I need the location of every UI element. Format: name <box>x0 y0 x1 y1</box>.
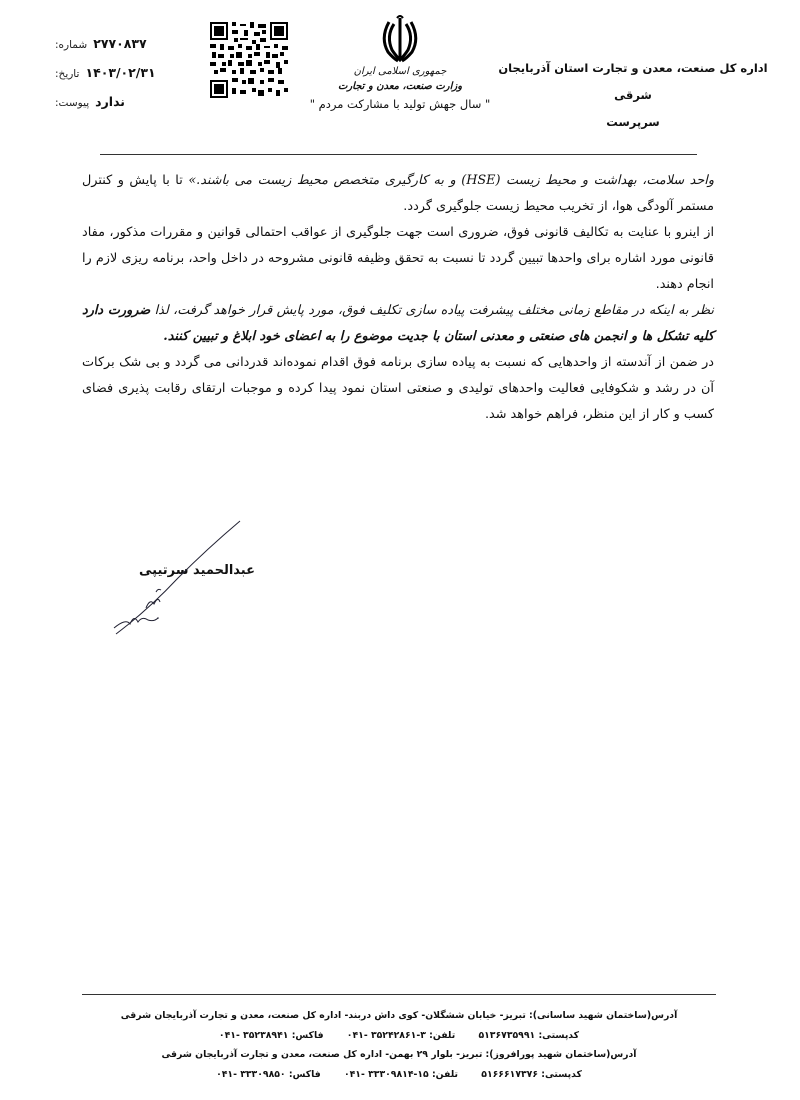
handwritten-signature-icon <box>108 518 248 638</box>
letter-attachment-label: پیوست: <box>55 97 90 109</box>
iran-emblem-icon <box>380 14 420 64</box>
body-paragraph-3-emphasis: ضرورت دارد کلیه تشکل ها و انجمن های صنعتی و معدنی استان با جدیت موضوع را به اعضای خود ابلاغ و تبیین کنند. <box>82 303 714 344</box>
body-paragraph-1-text: تا با پایش و کنترل مستمر آلودگی هوا، از تخریب محیط زیست جلوگیری گردد. <box>82 173 714 214</box>
emblem-country-text: جمهوری اسلامی ایران <box>353 66 447 77</box>
footer-contact-info <box>82 1006 716 1084</box>
emblem-block <box>300 14 500 111</box>
qr-code-icon <box>208 20 290 100</box>
letter-attachment-row <box>55 94 185 123</box>
letter-date-value: ۱۴۰۳/۰۲/۳۱ <box>85 65 156 80</box>
organization-subtitle: سرپرست <box>606 115 660 129</box>
signer-name: عبدالحمید سرتیپی <box>139 563 255 578</box>
letter-number-value: ۲۷۷۰۸۳۷ <box>93 36 147 51</box>
letter-date-row <box>55 65 185 94</box>
organization-name: اداره کل صنعت، معدن و تجارت استان آذربایجان شرقی <box>498 61 768 102</box>
header-divider <box>100 154 697 155</box>
body-paragraph-4: در ضمن از آندسته از واحدهایی که نسبت به پیاده سازی برنامه فوق اقدام نموده‌اند قدردانی می گردد و بی شک برکات آن در رشد و شکوفایی فعالیت واحدهای تولیدی و صنعتی استان نمود پیدا کرده و موجبات ارتقای رقابت پذیری فضای کسب و کار از این منظر، فراهم خواهد شد. <box>82 355 714 422</box>
body-paragraph-2: از اینرو با عنایت به تکالیف قانونی فوق، ضروری است جهت جلوگیری از عواقب احتمالی قوانین و مقررات مذکور، مفاد قانونی مورد اشاره برای واحدها تبیین گردد تا نسبت به تحقق وظیفه قانونی مشروحه در داخل واحد، برنامه ریزی لازم را انجام دهند. <box>82 225 714 292</box>
footer-postal-code-2: کدپستی: ۵۱۶۶۶۱۷۳۷۶ <box>481 1068 582 1080</box>
body-paragraph-3-text: نظر به اینکه در مقاطع زمانی مختلف پیشرفت پیاده سازی تکلیف فوق، مورد پایش قرار خواهد گرفت، لذا <box>150 303 714 318</box>
footer-contact-2 <box>82 1065 716 1085</box>
footer-address-1: آدرس(ساختمان شهید ساسانی): تبریز- خیابان ششگلان- کوی داش دربند- اداره کل صنعت، معدن و تجارت آذربایجان شرقی <box>120 1010 678 1021</box>
footer-postal-code-1: کدپستی: ۵۱۳۶۷۳۵۹۹۱ <box>478 1029 580 1041</box>
letter-number-label: شماره: <box>55 39 88 51</box>
footer-divider <box>82 994 716 995</box>
footer-phone-2: تلفن: ۱۵-۳۳۳۰۹۸۱۴ -۰۴۱ <box>343 1068 459 1080</box>
year-slogan: " سال جهش تولید با مشارکت مردم " <box>309 97 491 111</box>
letter-date-label: تاریخ: <box>55 68 80 80</box>
footer-fax-2: فاکس: ۳۳۳۰۹۸۵۰ -۰۴۱ <box>216 1068 321 1080</box>
footer-contact-1 <box>82 1026 716 1046</box>
emblem-ministry-text: وزارت صنعت، معدن و تجارت <box>337 81 463 92</box>
body-paragraph-1 <box>82 168 714 220</box>
letter-metadata <box>55 36 185 123</box>
body-paragraph-1-quote: واحد سلامت، بهداشت و محیط زیست (HSE) و به کارگیری متخصص محیط زیست می باشند.» <box>188 173 715 188</box>
footer-address-2: آدرس(ساختمان شهید پورافروز): تبریز- بلوار ۲۹ بهمن- اداره کل صنعت، معدن و تجارت آذربایجان شرقی <box>161 1049 637 1060</box>
footer-phone-1: تلفن: ۳-۳۵۲۴۲۸۶۱ -۰۴۱ <box>346 1029 456 1041</box>
footer-fax-1: فاکس: ۳۵۲۳۸۹۴۱ -۰۴۱ <box>218 1029 324 1041</box>
letter-attachment-value: ندارد <box>95 94 125 109</box>
body-paragraph-3 <box>82 298 714 350</box>
organization-header <box>488 55 778 136</box>
letter-number-row <box>55 36 185 65</box>
letter-body <box>82 168 714 428</box>
